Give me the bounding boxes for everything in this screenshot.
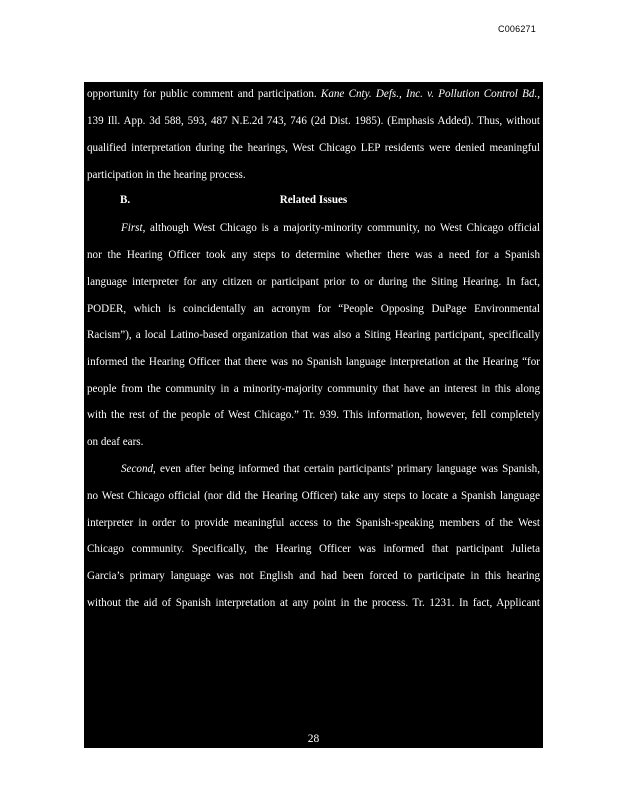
page-number: 28: [307, 733, 320, 745]
text-line: no West Chicago official (nor did the Hearing Officer) take any steps to locate a Spanish language: [87, 490, 540, 502]
page-body: [84, 82, 543, 748]
text-line: opportunity for public comment and participation. Kane Cnty. Defs., Inc. v. Pollution Control Bd.,: [87, 88, 540, 100]
text-line: people from the community in a minority-majority community that have an interest in this along: [87, 383, 540, 395]
text-line: language interpreter for any citizen or participant prior to or during the Siting Hearing. In fact,: [87, 276, 540, 288]
section-letter: B.: [120, 194, 131, 206]
section-heading: Related Issues: [279, 194, 348, 206]
text-line: nor the Hearing Officer took any steps to determine whether there was a need for a Spanish: [87, 249, 540, 261]
text-line: Second, even after being informed that certain participants’ primary language was Spanish,: [121, 463, 540, 475]
text-line: without the aid of Spanish interpretation at any point in the process. Tr. 1231. In fact, Applicant: [87, 597, 540, 609]
text-line: Racism”), a local Latino-based organization that was also a Siting Hearing participant, specifically: [87, 329, 540, 341]
text-line: interpreter in order to provide meaningful access to the Spanish-speaking members of the West: [87, 517, 540, 529]
text-line: Garcia’s primary language was not English and had been forced to participate in this hearing: [87, 570, 540, 582]
document-id: C006271: [498, 24, 536, 34]
text-line: Chicago community. Specifically, the Hearing Officer was informed that participant Julieta: [87, 543, 540, 555]
text-line: PODER, which is coincidentally an acronym for “People Opposing DuPage Environmental: [87, 303, 540, 315]
text-line: participation in the hearing process.: [87, 169, 246, 181]
text-line: First, although West Chicago is a majority-minority community, no West Chicago official: [121, 222, 540, 234]
text-line: qualified interpretation during the hearings, West Chicago LEP residents were denied meaningful: [87, 142, 540, 154]
text-line: on deaf ears.: [87, 436, 144, 448]
text-line: 139 Ill. App. 3d 588, 593, 487 N.E.2d 743, 746 (2d Dist. 1985). (Emphasis Added). Thus, without: [87, 115, 540, 127]
text-line: with the rest of the people of West Chicago.” Tr. 939. This information, however, fell completely: [87, 409, 540, 421]
text-line: informed the Hearing Officer that there was no Spanish language interpretation at the Hearing “for: [87, 356, 540, 368]
